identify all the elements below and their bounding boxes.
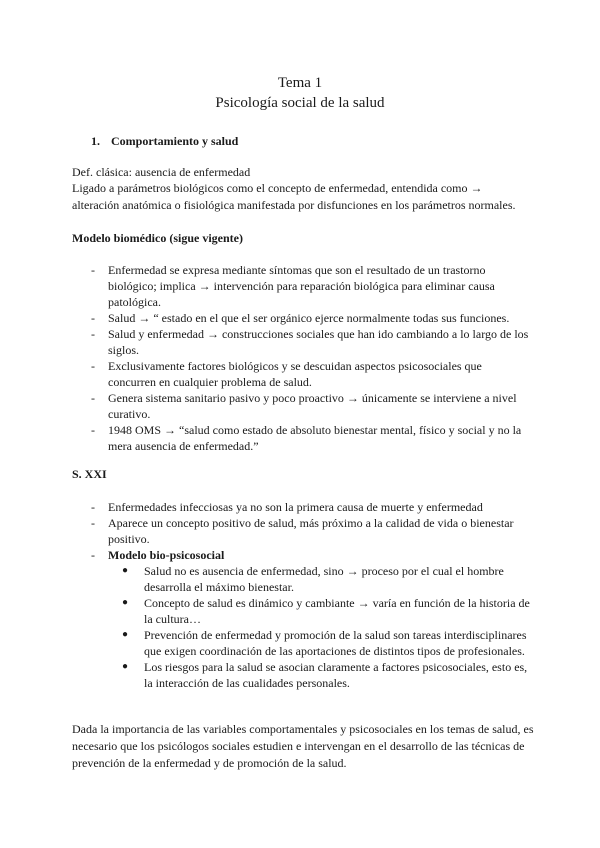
intro-definition: Def. clásica: ausencia de enfermedad (72, 165, 251, 179)
list-item: - Salud y enfermedad → construcciones sociales que han ido cambiando a lo largo de los siglos. (91, 327, 529, 357)
list-item: - Enfermedades infecciosas ya no son la primera causa de muerte y enfermedad (91, 500, 483, 514)
intro-paragraph: Ligado a parámetros biológicos como el concepto de enfermedad, entendida como → alteración anatómica o fisiológica manifestada por disfunciones en los parámetros normales. (72, 181, 516, 212)
section-number: 1. (91, 134, 100, 148)
bullet-icon: ● (122, 629, 129, 640)
bullet-icon: ● (122, 565, 129, 576)
biomedical-heading: Modelo biomédico (sigue vigente) (72, 231, 243, 245)
closing-paragraph: Dada la importancia de las variables comportamentales y psicosociales en los temas de salud, es necesario que los psicólogos sociales estudien e intervengan en el desarrollo de las técnicas de prevención de la enfermedad y de promoción de la salud. (72, 722, 534, 770)
bullet-item: ● Salud no es ausencia de enfermedad, sino → proceso por el cual el hombre desarrolla el máximo bienestar. (122, 564, 504, 594)
sxxi-heading: S. XXI (72, 467, 107, 481)
list-item: - Enfermedad se expresa mediante síntomas que son el resultado de un trastorno biológico; implica → intervención para reparación biológica para eliminar causa patológica. (91, 263, 495, 309)
title-block (0, 73, 600, 113)
section-label: Comportamiento y salud (111, 134, 239, 148)
section-heading (91, 133, 238, 150)
list-item: - Exclusivamente factores biológicos y se descuidan aspectos psicosociales que concurren en cualquier problema de salud. (91, 359, 482, 389)
bullet-item: ● Los riesgos para la salud se asocian claramente a factores psicosociales, esto es, la interacción de las cualidades personales. (122, 660, 528, 690)
bullet-icon: ● (122, 597, 129, 608)
list-item: - Salud → “ estado en el que el ser orgánico ejerce normalmente todas sus funciones. (91, 311, 510, 325)
bullet-icon: ● (122, 661, 129, 672)
sxxi-list (72, 499, 532, 691)
list-item: - Aparece un concepto positivo de salud, más próximo a la calidad de vida o bienestar positivo. (91, 516, 514, 546)
biomedical-list (72, 262, 532, 454)
list-item: - Modelo bio-psicosocial ● Salud no es ausencia de enfermedad, sino → proceso por el cual el hombre desarrolla el máximo bienestar. ● Concepto de salud es dinámico y cambiante → varía en función de la historia de la cultura… ● Prevención de enfermedad y promoción de la salud son tareas interdisciplinares que exigen coordinación de las aportaciones de distintos tipos de profesionales. ● Los riesgos para la salud se asocian claramente a factores psicosociales, esto es, la interacción de las cualidades personales. (72, 547, 532, 691)
topic-subtitle: Psicología social de la salud (215, 95, 385, 111)
list-item: - Genera sistema sanitario pasivo y poco proactivo → únicamente se interviene a nivel curativo. (91, 391, 517, 421)
bullet-item: ● Concepto de salud es dinámico y cambiante → varía en función de la historia de la cultura… (122, 596, 530, 626)
bullet-item: ● Prevención de enfermedad y promoción de la salud son tareas interdisciplinares que exigen coordinación de las aportaciones de distintos tipos de profesionales. (122, 628, 527, 658)
biopsychosocial-heading: Modelo bio-psicosocial (108, 548, 225, 562)
biopsychosocial-list (108, 563, 532, 691)
topic-title: Tema 1 (277, 75, 323, 91)
list-item: - 1948 OMS → “salud como estado de absoluto bienestar mental, físico y social y no la mera ausencia de enfermedad.” (91, 423, 522, 453)
